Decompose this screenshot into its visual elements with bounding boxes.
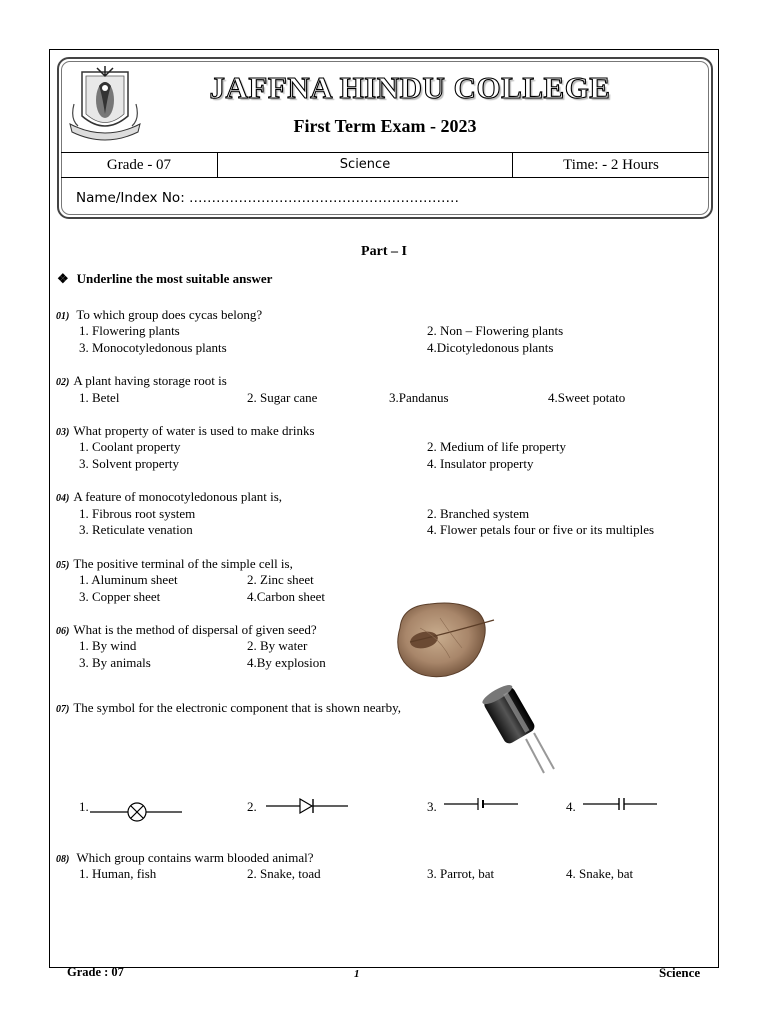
option[interactable]: 1. Human, fish <box>79 866 157 881</box>
option[interactable]: 2. By water <box>247 638 308 653</box>
option[interactable]: 2. Branched system <box>427 506 530 521</box>
question-number: 08) <box>56 854 70 865</box>
question-number: 03) <box>56 427 70 438</box>
question-text: To which group does cycas belong? <box>76 307 263 322</box>
option[interactable]: 4.By explosion <box>247 655 326 670</box>
capacitor-image <box>474 683 564 775</box>
option[interactable]: 2. Sugar cane <box>247 390 318 405</box>
option[interactable]: 1. Fibrous root system <box>79 506 196 521</box>
option[interactable]: 4.Sweet potato <box>548 390 626 405</box>
question-2 <box>56 373 227 389</box>
option[interactable]: 2. Snake, toad <box>247 866 321 881</box>
instruction <box>57 271 272 287</box>
time-cell: Time: - 2 Hours <box>563 157 659 173</box>
question-number: 06) <box>56 626 70 637</box>
exam-title: First Term Exam - 2023 <box>293 116 477 136</box>
option[interactable]: 4. Insulator property <box>427 456 534 471</box>
question-7 <box>56 700 401 716</box>
option[interactable]: 3. Monocotyledonous plants <box>79 340 227 355</box>
option[interactable]: 2. Non – Flowering plants <box>427 323 564 338</box>
option[interactable]: 1. Betel <box>79 390 120 405</box>
option[interactable]: 4. <box>566 799 576 814</box>
question-number: 05) <box>56 560 70 571</box>
capacitor-symbol-icon[interactable] <box>583 796 657 812</box>
question-text: The positive terminal of the simple cell is, <box>73 556 293 571</box>
option[interactable]: 1. Flowering plants <box>79 323 180 338</box>
question-5 <box>56 556 293 572</box>
part-title: Part – I <box>361 244 407 259</box>
option[interactable]: 1. Coolant property <box>79 439 181 454</box>
option[interactable]: 3. Parrot, bat <box>427 866 495 881</box>
option[interactable]: 4. Snake, bat <box>566 866 634 881</box>
question-text: What property of water is used to make drinks <box>73 423 315 438</box>
info-row <box>61 152 709 178</box>
college-name: JAFFNA HINDU COLLEGE <box>209 70 611 105</box>
diode-symbol-icon[interactable] <box>266 797 348 815</box>
name-index-field[interactable]: Name/Index No: …………………………………………………… <box>76 190 460 206</box>
question-8 <box>56 850 314 866</box>
footer-page-number: 1 <box>354 968 360 980</box>
option[interactable]: 2. Medium of life property <box>427 439 566 454</box>
option[interactable]: 4. Flower petals four or five or its multiples <box>427 522 655 537</box>
option[interactable]: 1. By wind <box>79 638 137 653</box>
question-text: The symbol for the electronic component that is shown nearby, <box>73 700 402 715</box>
question-text: What is the method of dispersal of given seed? <box>73 622 317 637</box>
college-crest-logo <box>64 64 146 148</box>
option[interactable]: 3. <box>427 799 437 814</box>
option[interactable]: 4.Dicotyledonous plants <box>427 340 554 355</box>
winged-seed-image <box>390 598 498 680</box>
cell-symbol-icon[interactable] <box>444 796 518 812</box>
option[interactable]: 4.Carbon sheet <box>247 589 325 604</box>
option[interactable]: 3. By animals <box>79 655 151 670</box>
question-text: A feature of monocotyledonous plant is, <box>73 489 283 504</box>
question-text: A plant having storage root is <box>73 373 227 388</box>
option[interactable]: 3. Solvent property <box>79 456 180 471</box>
option[interactable]: 2. Zinc sheet <box>247 572 314 587</box>
question-3 <box>56 423 315 439</box>
footer-subject: Science <box>659 965 701 980</box>
question-6 <box>56 622 317 638</box>
question-1 <box>56 307 262 323</box>
subject-cell: Science <box>218 153 513 177</box>
question-number: 01) <box>56 311 70 322</box>
question-text: Which group contains warm blooded animal? <box>76 850 314 865</box>
option[interactable]: 1. Aluminum sheet <box>79 572 178 587</box>
lamp-symbol-icon[interactable] <box>90 800 182 822</box>
option[interactable]: 3. Copper sheet <box>79 589 161 604</box>
option[interactable]: 3.Pandanus <box>389 390 449 405</box>
instruction-text: Underline the most suitable answer <box>76 271 273 286</box>
question-number: 02) <box>56 377 70 388</box>
option[interactable]: 1. <box>79 799 89 814</box>
option[interactable]: 2. <box>247 799 257 814</box>
footer-grade: Grade : 07 <box>67 965 124 979</box>
grade-cell: Grade - 07 <box>61 153 218 177</box>
option[interactable]: 3. Reticulate venation <box>79 522 193 537</box>
question-number: 07) <box>56 704 70 715</box>
diamond-bullet-icon: ❖ <box>57 271 69 286</box>
question-number: 04) <box>56 493 70 504</box>
question-4 <box>56 489 282 505</box>
